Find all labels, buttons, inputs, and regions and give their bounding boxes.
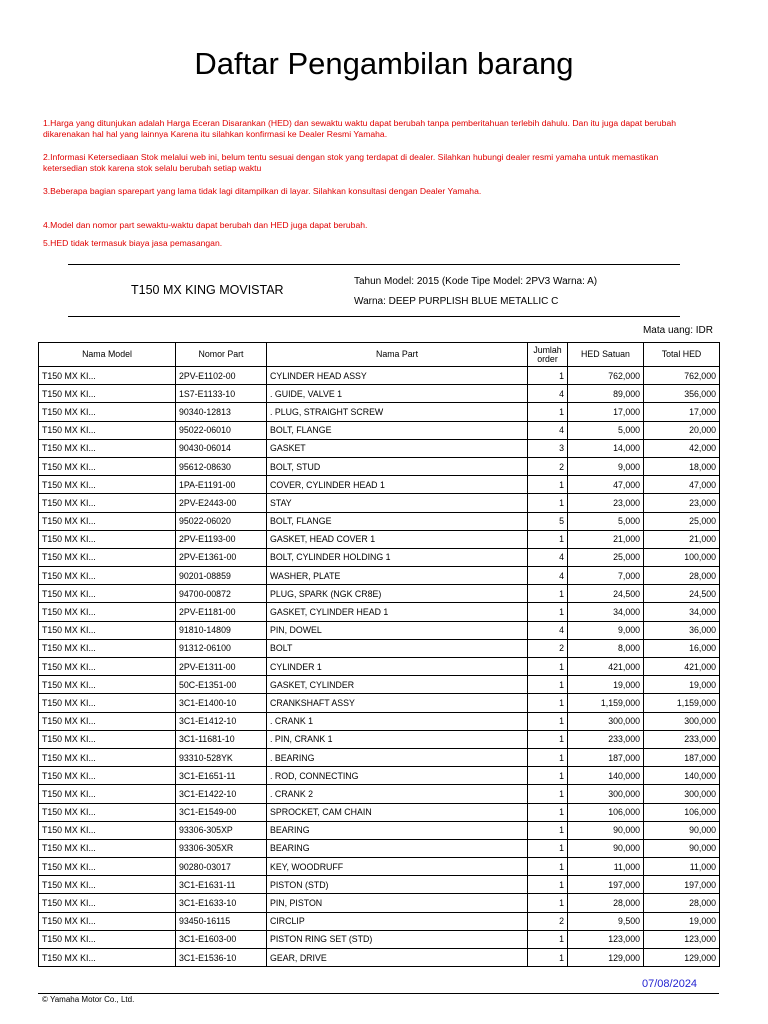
table-row	[39, 821, 720, 839]
cell-unit-price: 123,000	[568, 930, 644, 948]
cell-model-name: T150 MX KI...	[39, 748, 176, 766]
cell-part-name: . ROD, CONNECTING	[267, 767, 528, 785]
cell-part-name: BOLT, STUD	[267, 457, 528, 475]
cell-unit-price: 17,000	[568, 403, 644, 421]
cell-order-qty: 4	[528, 567, 568, 585]
cell-unit-price: 90,000	[568, 821, 644, 839]
cell-part-name: BOLT, FLANGE	[267, 512, 528, 530]
footer-rule	[38, 993, 719, 994]
cell-total-price: 34,000	[644, 603, 720, 621]
cell-part-name: PIN, DOWEL	[267, 621, 528, 639]
cell-part-name: . PLUG, STRAIGHT SCREW	[267, 403, 528, 421]
cell-model-name: T150 MX KI...	[39, 949, 176, 967]
cell-total-price: 187,000	[644, 748, 720, 766]
cell-unit-price: 34,000	[568, 603, 644, 621]
cell-part-name: . CRANK 2	[267, 785, 528, 803]
cell-total-price: 23,000	[644, 494, 720, 512]
cell-order-qty: 1	[528, 858, 568, 876]
cell-part-name: . CRANK 1	[267, 712, 528, 730]
cell-unit-price: 300,000	[568, 785, 644, 803]
cell-part-name: CYLINDER HEAD ASSY	[267, 367, 528, 385]
table-row	[39, 548, 720, 566]
cell-part-name: COVER, CYLINDER HEAD 1	[267, 476, 528, 494]
table-body	[39, 367, 720, 967]
cell-part-name: BOLT, CYLINDER HOLDING 1	[267, 548, 528, 566]
cell-unit-price: 9,000	[568, 621, 644, 639]
cell-part-name: GASKET, CYLINDER	[267, 676, 528, 694]
cell-order-qty: 1	[528, 603, 568, 621]
cell-model-name: T150 MX KI...	[39, 457, 176, 475]
cell-unit-price: 21,000	[568, 530, 644, 548]
cell-total-price: 18,000	[644, 457, 720, 475]
cell-part-number: 93306-305XP	[176, 821, 267, 839]
cell-order-qty: 2	[528, 912, 568, 930]
copyright: © Yamaha Motor Co., Ltd.	[42, 995, 135, 1004]
cell-model-name: T150 MX KI...	[39, 858, 176, 876]
cell-part-number: 3C1-11681-10	[176, 730, 267, 748]
cell-model-name: T150 MX KI...	[39, 603, 176, 621]
cell-part-number: 2PV-E1311-00	[176, 658, 267, 676]
model-top-rule	[68, 264, 680, 265]
cell-total-price: 47,000	[644, 476, 720, 494]
table-row	[39, 930, 720, 948]
cell-unit-price: 300,000	[568, 712, 644, 730]
cell-total-price: 28,000	[644, 567, 720, 585]
cell-total-price: 28,000	[644, 894, 720, 912]
note-2: 2.Informasi Ketersediaan Stok melalui web ini, belum tentu sesuai dengan stok yang terdapat di dealer. Silahkan hubungi dealer resmi yamaha untuk memastikan ketersedian stok karena stok selalu berubah setiap waktu	[43, 152, 659, 173]
cell-part-number: 2PV-E1102-00	[176, 367, 267, 385]
cell-total-price: 25,000	[644, 512, 720, 530]
cell-model-name: T150 MX KI...	[39, 839, 176, 857]
cell-unit-price: 197,000	[568, 876, 644, 894]
cell-part-number: 3C1-E1631-11	[176, 876, 267, 894]
cell-part-number: 3C1-E1422-10	[176, 785, 267, 803]
cell-order-qty: 1	[528, 821, 568, 839]
cell-part-number: 3C1-E1651-11	[176, 767, 267, 785]
cell-total-price: 20,000	[644, 421, 720, 439]
cell-part-number: 1S7-E1133-10	[176, 385, 267, 403]
cell-unit-price: 106,000	[568, 803, 644, 821]
cell-total-price: 129,000	[644, 949, 720, 967]
cell-total-price: 300,000	[644, 712, 720, 730]
cell-order-qty: 1	[528, 367, 568, 385]
cell-model-name: T150 MX KI...	[39, 567, 176, 585]
parts-table	[38, 342, 720, 967]
cell-part-number: 93310-528YK	[176, 748, 267, 766]
cell-part-number: 2PV-E1361-00	[176, 548, 267, 566]
note-1: 1.Harga yang ditunjukan adalah Harga Eceran Disarankan (HED) dan sewaktu waktu dapat berubah tanpa pemberitahuan terlebih dahulu. Dan itu juga dapat berubah dikarenakan hal hal yang lainnya Karena itu silahkan konfirmasi ke Dealer Resmi Yamaha.	[43, 118, 677, 139]
cell-model-name: T150 MX KI...	[39, 821, 176, 839]
cell-part-name: SPROCKET, CAM CHAIN	[267, 803, 528, 821]
table-row	[39, 585, 720, 603]
cell-order-qty: 1	[528, 930, 568, 948]
cell-model-name: T150 MX KI...	[39, 930, 176, 948]
note-5: 5.HED tidak termasuk biaya jasa pemasangan.	[43, 238, 223, 248]
cell-unit-price: 24,500	[568, 585, 644, 603]
cell-order-qty: 1	[528, 748, 568, 766]
table-row	[39, 567, 720, 585]
cell-unit-price: 5,000	[568, 421, 644, 439]
cell-order-qty: 1	[528, 694, 568, 712]
table-row	[39, 367, 720, 385]
cell-total-price: 11,000	[644, 858, 720, 876]
cell-model-name: T150 MX KI...	[39, 494, 176, 512]
cell-model-name: T150 MX KI...	[39, 585, 176, 603]
table-row	[39, 439, 720, 457]
cell-order-qty: 1	[528, 712, 568, 730]
table-row	[39, 767, 720, 785]
cell-unit-price: 129,000	[568, 949, 644, 967]
table-row	[39, 457, 720, 475]
cell-part-name: BEARING	[267, 839, 528, 857]
cell-order-qty: 1	[528, 658, 568, 676]
table-row	[39, 476, 720, 494]
table-row	[39, 621, 720, 639]
cell-model-name: T150 MX KI...	[39, 912, 176, 930]
cell-part-name: GASKET	[267, 439, 528, 457]
cell-part-name: GASKET, HEAD COVER 1	[267, 530, 528, 548]
cell-part-name: . GUIDE, VALVE 1	[267, 385, 528, 403]
cell-model-name: T150 MX KI...	[39, 367, 176, 385]
cell-part-number: 3C1-E1412-10	[176, 712, 267, 730]
note-4: 4.Model dan nomor part sewaktu-waktu dapat berubah dan HED juga dapat berubah.	[43, 220, 368, 230]
cell-part-name: BEARING	[267, 821, 528, 839]
cell-total-price: 19,000	[644, 676, 720, 694]
cell-order-qty: 3	[528, 439, 568, 457]
cell-part-number: 1PA-E1191-00	[176, 476, 267, 494]
cell-model-name: T150 MX KI...	[39, 639, 176, 657]
print-date: 07/08/2024	[642, 978, 698, 990]
cell-total-price: 24,500	[644, 585, 720, 603]
table-row	[39, 512, 720, 530]
cell-total-price: 123,000	[644, 930, 720, 948]
cell-order-qty: 1	[528, 530, 568, 548]
cell-part-number: 95022-06010	[176, 421, 267, 439]
header-unit-price: HED Satuan	[568, 343, 644, 367]
cell-order-qty: 1	[528, 676, 568, 694]
cell-order-qty: 1	[528, 403, 568, 421]
table-row	[39, 494, 720, 512]
cell-order-qty: 1	[528, 876, 568, 894]
cell-order-qty: 5	[528, 512, 568, 530]
cell-unit-price: 140,000	[568, 767, 644, 785]
cell-total-price: 197,000	[644, 876, 720, 894]
table-row	[39, 639, 720, 657]
table-row	[39, 403, 720, 421]
cell-part-name: BOLT, FLANGE	[267, 421, 528, 439]
cell-part-number: 3C1-E1400-10	[176, 694, 267, 712]
cell-unit-price: 23,000	[568, 494, 644, 512]
cell-model-name: T150 MX KI...	[39, 385, 176, 403]
cell-order-qty: 2	[528, 639, 568, 657]
cell-unit-price: 47,000	[568, 476, 644, 494]
cell-part-number: 3C1-E1633-10	[176, 894, 267, 912]
cell-model-name: T150 MX KI...	[39, 530, 176, 548]
cell-unit-price: 233,000	[568, 730, 644, 748]
table-row	[39, 421, 720, 439]
cell-unit-price: 11,000	[568, 858, 644, 876]
cell-part-name: GASKET, CYLINDER HEAD 1	[267, 603, 528, 621]
cell-part-name: PISTON (STD)	[267, 876, 528, 894]
cell-model-name: T150 MX KI...	[39, 439, 176, 457]
cell-order-qty: 4	[528, 385, 568, 403]
cell-part-number: 95612-08630	[176, 457, 267, 475]
cell-part-number: 93450-16115	[176, 912, 267, 930]
cell-part-number: 2PV-E1193-00	[176, 530, 267, 548]
cell-total-price: 19,000	[644, 912, 720, 930]
cell-part-number: 2PV-E1181-00	[176, 603, 267, 621]
table-row	[39, 858, 720, 876]
cell-total-price: 21,000	[644, 530, 720, 548]
cell-part-name: CIRCLIP	[267, 912, 528, 930]
cell-part-number: 93306-305XR	[176, 839, 267, 857]
cell-unit-price: 9,500	[568, 912, 644, 930]
cell-total-price: 421,000	[644, 658, 720, 676]
cell-order-qty: 1	[528, 476, 568, 494]
cell-part-number: 90430-06014	[176, 439, 267, 457]
cell-total-price: 17,000	[644, 403, 720, 421]
cell-order-qty: 1	[528, 839, 568, 857]
table-row	[39, 949, 720, 967]
table-row	[39, 748, 720, 766]
cell-total-price: 16,000	[644, 639, 720, 657]
header-order-qty: Jumlah order	[528, 343, 568, 367]
cell-part-name: STAY	[267, 494, 528, 512]
cell-model-name: T150 MX KI...	[39, 876, 176, 894]
cell-total-price: 100,000	[644, 548, 720, 566]
cell-part-number: 91810-14809	[176, 621, 267, 639]
cell-model-name: T150 MX KI...	[39, 476, 176, 494]
cell-unit-price: 762,000	[568, 367, 644, 385]
cell-order-qty: 4	[528, 548, 568, 566]
cell-model-name: T150 MX KI...	[39, 621, 176, 639]
cell-unit-price: 421,000	[568, 658, 644, 676]
cell-model-name: T150 MX KI...	[39, 658, 176, 676]
cell-model-name: T150 MX KI...	[39, 730, 176, 748]
header-part-name: Nama Part	[267, 343, 528, 367]
cell-model-name: T150 MX KI...	[39, 548, 176, 566]
table-row	[39, 694, 720, 712]
table-row	[39, 730, 720, 748]
cell-part-name: WASHER, PLATE	[267, 567, 528, 585]
table-row	[39, 676, 720, 694]
note-3: 3.Beberapa bagian sparepart yang lama tidak lagi ditampilkan di layar. Silahkan konsultasi dengan Dealer Yamaha.	[43, 186, 482, 196]
page-title: Daftar Pengambilan barang	[194, 46, 574, 81]
table-row	[39, 385, 720, 403]
cell-part-name: . PIN, CRANK 1	[267, 730, 528, 748]
cell-order-qty: 1	[528, 803, 568, 821]
cell-part-number: 3C1-E1536-10	[176, 949, 267, 967]
cell-total-price: 233,000	[644, 730, 720, 748]
cell-model-name: T150 MX KI...	[39, 512, 176, 530]
cell-model-name: T150 MX KI...	[39, 894, 176, 912]
cell-part-number: 94700-00872	[176, 585, 267, 603]
cell-unit-price: 187,000	[568, 748, 644, 766]
cell-total-price: 36,000	[644, 621, 720, 639]
cell-unit-price: 8,000	[568, 639, 644, 657]
cell-unit-price: 90,000	[568, 839, 644, 857]
cell-unit-price: 19,000	[568, 676, 644, 694]
table-header-row	[39, 343, 720, 367]
table-row	[39, 658, 720, 676]
table-row	[39, 530, 720, 548]
cell-order-qty: 1	[528, 494, 568, 512]
table-row	[39, 712, 720, 730]
cell-part-number: 90201-08859	[176, 567, 267, 585]
table-row	[39, 912, 720, 930]
cell-order-qty: 1	[528, 767, 568, 785]
table-row	[39, 603, 720, 621]
currency-label: Mata uang: IDR	[642, 325, 713, 336]
cell-unit-price: 25,000	[568, 548, 644, 566]
cell-part-name: CRANKSHAFT ASSY	[267, 694, 528, 712]
cell-part-number: 3C1-E1603-00	[176, 930, 267, 948]
cell-total-price: 106,000	[644, 803, 720, 821]
cell-unit-price: 7,000	[568, 567, 644, 585]
cell-total-price: 300,000	[644, 785, 720, 803]
model-year-line: Tahun Model: 2015 (Kode Tipe Model: 2PV3 Warna: A)	[354, 276, 598, 287]
cell-part-number: 2PV-E2443-00	[176, 494, 267, 512]
table-row	[39, 785, 720, 803]
header-part-number: Nomor Part	[176, 343, 267, 367]
cell-order-qty: 1	[528, 949, 568, 967]
cell-model-name: T150 MX KI...	[39, 712, 176, 730]
cell-unit-price: 9,000	[568, 457, 644, 475]
model-color-line: Warna: DEEP PURPLISH BLUE METALLIC C	[354, 296, 559, 307]
cell-total-price: 140,000	[644, 767, 720, 785]
table-row	[39, 894, 720, 912]
header-total-price: Total HED	[644, 343, 720, 367]
cell-model-name: T150 MX KI...	[39, 403, 176, 421]
cell-model-name: T150 MX KI...	[39, 421, 176, 439]
cell-order-qty: 4	[528, 621, 568, 639]
cell-total-price: 1,159,000	[644, 694, 720, 712]
table-row	[39, 839, 720, 857]
cell-part-number: 90280-03017	[176, 858, 267, 876]
cell-total-price: 356,000	[644, 385, 720, 403]
cell-part-name: . BEARING	[267, 748, 528, 766]
cell-part-number: 91312-06100	[176, 639, 267, 657]
cell-part-number: 90340-12813	[176, 403, 267, 421]
cell-model-name: T150 MX KI...	[39, 767, 176, 785]
cell-model-name: T150 MX KI...	[39, 694, 176, 712]
header-model-name: Nama Model	[39, 343, 176, 367]
cell-order-qty: 1	[528, 785, 568, 803]
cell-part-name: KEY, WOODRUFF	[267, 858, 528, 876]
cell-order-qty: 1	[528, 585, 568, 603]
cell-part-name: PLUG, SPARK (NGK CR8E)	[267, 585, 528, 603]
cell-part-name: PIN, PISTON	[267, 894, 528, 912]
cell-order-qty: 2	[528, 457, 568, 475]
cell-order-qty: 1	[528, 730, 568, 748]
cell-part-name: GEAR, DRIVE	[267, 949, 528, 967]
cell-total-price: 90,000	[644, 839, 720, 857]
cell-unit-price: 89,000	[568, 385, 644, 403]
cell-part-number: 95022-06020	[176, 512, 267, 530]
table-row	[39, 876, 720, 894]
cell-part-name: BOLT	[267, 639, 528, 657]
cell-order-qty: 4	[528, 421, 568, 439]
cell-total-price: 42,000	[644, 439, 720, 457]
cell-part-name: PISTON RING SET (STD)	[267, 930, 528, 948]
cell-model-name: T150 MX KI...	[39, 803, 176, 821]
cell-total-price: 90,000	[644, 821, 720, 839]
cell-total-price: 762,000	[644, 367, 720, 385]
cell-part-number: 3C1-E1549-00	[176, 803, 267, 821]
cell-part-name: CYLINDER 1	[267, 658, 528, 676]
model-name: T150 MX KING MOVISTAR	[131, 283, 284, 297]
cell-model-name: T150 MX KI...	[39, 785, 176, 803]
cell-part-number: 50C-E1351-00	[176, 676, 267, 694]
cell-unit-price: 28,000	[568, 894, 644, 912]
cell-unit-price: 5,000	[568, 512, 644, 530]
table-row	[39, 803, 720, 821]
cell-unit-price: 14,000	[568, 439, 644, 457]
cell-unit-price: 1,159,000	[568, 694, 644, 712]
cell-model-name: T150 MX KI...	[39, 676, 176, 694]
cell-order-qty: 1	[528, 894, 568, 912]
model-bottom-rule	[68, 316, 680, 317]
